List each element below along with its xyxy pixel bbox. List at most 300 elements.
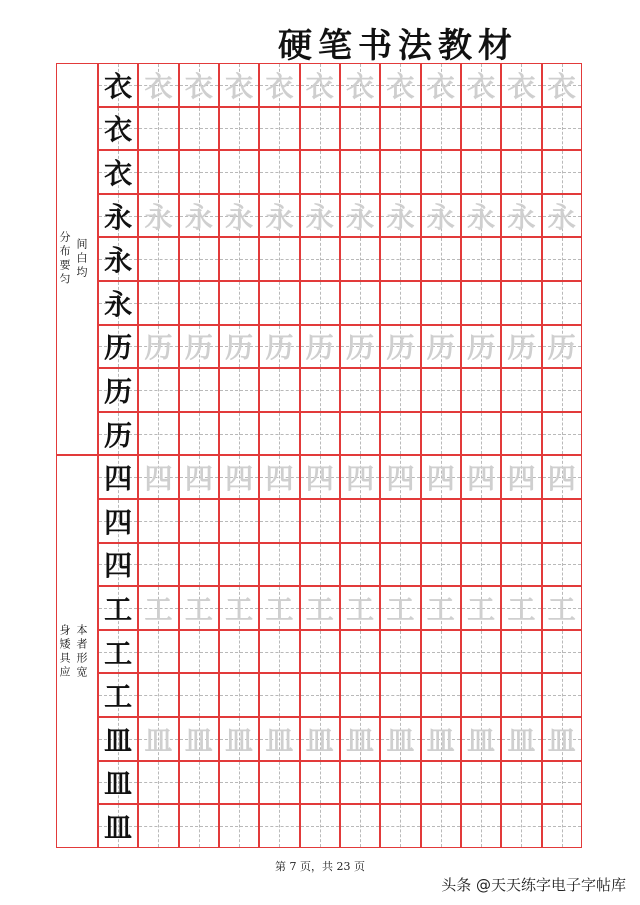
practice-cell [179,194,219,238]
practice-cell [542,368,582,412]
trace-character: 皿 [547,723,576,757]
practice-cell [421,673,461,717]
model-character: 永 [104,287,133,321]
practice-row [98,107,582,151]
practice-cell [138,63,178,107]
trace-character: 永 [144,200,173,234]
practice-cell [421,107,461,151]
practice-cell [421,499,461,543]
practice-cell [259,368,299,412]
practice-cell [501,63,541,107]
practice-cell [138,107,178,151]
practice-cell [542,586,582,630]
page-title: 硬笔书法教材 [278,26,518,66]
practice-cell [340,543,380,587]
model-cell [98,455,138,499]
trace-character: 衣 [265,69,294,103]
trace-character: 永 [547,200,576,234]
practice-cell [179,281,219,325]
practice-cell [380,586,420,630]
practice-cell [501,543,541,587]
practice-cell [219,194,259,238]
trace-character: 衣 [346,69,375,103]
practice-cell [340,761,380,805]
trace-character: 四 [184,462,213,496]
practice-cell [179,107,219,151]
practice-cell [421,717,461,761]
trace-character: 衣 [467,69,496,103]
practice-cell [138,586,178,630]
practice-cell [501,107,541,151]
practice-cell [380,543,420,587]
practice-cell [501,237,541,281]
practice-cell [259,412,299,456]
practice-cell [219,281,259,325]
practice-cell [179,368,219,412]
practice-cell [300,281,340,325]
practice-cell [300,63,340,107]
practice-row [98,325,582,369]
practice-cell [179,455,219,499]
practice-cell [259,194,299,238]
practice-cell [501,717,541,761]
trace-character: 四 [386,462,415,496]
practice-cell [542,673,582,717]
model-character: 皿 [104,810,133,844]
trace-character: 衣 [225,69,254,103]
trace-character: 皿 [225,723,254,757]
practice-cell [300,412,340,456]
practice-cell [259,804,299,848]
practice-row [98,281,582,325]
model-character: 工 [104,680,133,714]
practice-row [98,455,582,499]
model-cell [98,325,138,369]
practice-row [98,717,582,761]
practice-cell [340,804,380,848]
practice-cell [380,455,420,499]
practice-cell [461,717,501,761]
practice-cell [421,368,461,412]
practice-cell [300,543,340,587]
practice-cell [340,150,380,194]
practice-cell [138,150,178,194]
practice-cell [138,455,178,499]
practice-cell [421,586,461,630]
practice-cell [138,761,178,805]
practice-row [98,368,582,412]
practice-cell [501,455,541,499]
practice-row [98,150,582,194]
practice-cell [219,368,259,412]
trace-character: 皿 [386,723,415,757]
trace-character: 工 [507,592,536,626]
practice-cell [542,412,582,456]
model-cell [98,63,138,107]
trace-character: 衣 [305,69,334,103]
model-character: 衣 [104,113,133,147]
trace-character: 皿 [144,723,173,757]
practice-cell [421,281,461,325]
practice-cell [219,150,259,194]
trace-character: 历 [184,331,213,365]
section-label-2 [58,623,89,680]
trace-character: 工 [305,592,334,626]
trace-character: 四 [467,462,496,496]
practice-cell [380,368,420,412]
practice-cell [300,630,340,674]
model-character: 四 [104,462,133,496]
practice-cell [259,499,299,543]
practice-cell [501,325,541,369]
trace-character: 工 [144,592,173,626]
practice-cell [501,630,541,674]
practice-cell [421,412,461,456]
practice-cell [380,804,420,848]
practice-cell [138,194,178,238]
trace-character: 工 [184,592,213,626]
practice-cell [179,543,219,587]
practice-cell [421,630,461,674]
model-cell [98,543,138,587]
practice-cell [542,717,582,761]
practice-cell [340,237,380,281]
practice-cell [421,237,461,281]
practice-cell [380,630,420,674]
page-footer: 第 7 页，共 23 页 [275,860,365,873]
practice-cell [259,63,299,107]
model-cell [98,412,138,456]
practice-cell [380,237,420,281]
practice-cell [421,761,461,805]
practice-cell [138,543,178,587]
practice-cell [421,804,461,848]
practice-sheet [56,63,582,848]
trace-character: 工 [225,592,254,626]
trace-character: 永 [467,200,496,234]
model-character: 衣 [104,69,133,103]
practice-cell [300,368,340,412]
practice-cell [300,237,340,281]
trace-character: 永 [184,200,213,234]
trace-character: 永 [305,200,334,234]
trace-character: 历 [265,331,294,365]
trace-character: 衣 [184,69,213,103]
trace-character: 皿 [507,723,536,757]
model-cell [98,717,138,761]
trace-character: 永 [265,200,294,234]
practice-cell [380,412,420,456]
practice-cell [542,543,582,587]
practice-cell [501,281,541,325]
practice-cell [542,63,582,107]
model-cell [98,107,138,151]
trace-character: 永 [507,200,536,234]
trace-character: 皿 [305,723,334,757]
page-title-bar [0,18,640,66]
practice-cell [340,194,380,238]
practice-cell [300,107,340,151]
practice-cell [542,281,582,325]
practice-cell [179,673,219,717]
practice-cell [461,368,501,412]
practice-cell [461,194,501,238]
practice-cell [340,673,380,717]
practice-cell [340,717,380,761]
practice-row [98,804,582,848]
section-label-1 [58,231,89,288]
practice-cell [380,673,420,717]
model-character: 皿 [104,767,133,801]
practice-cell [340,455,380,499]
practice-cell [138,325,178,369]
trace-character: 衣 [426,69,455,103]
practice-grid [98,63,582,848]
practice-cell [179,717,219,761]
practice-cell [138,368,178,412]
trace-character: 工 [346,592,375,626]
trace-character: 历 [386,331,415,365]
practice-cell [138,237,178,281]
practice-cell [219,761,259,805]
trace-character: 历 [346,331,375,365]
section-label-1-col-1: 间白均 [75,238,88,281]
trace-character: 四 [144,462,173,496]
practice-cell [340,325,380,369]
trace-character: 工 [547,592,576,626]
practice-cell [340,586,380,630]
practice-cell [542,107,582,151]
practice-cell [300,325,340,369]
practice-cell [179,761,219,805]
trace-character: 永 [386,200,415,234]
practice-cell [501,150,541,194]
trace-character: 衣 [547,69,576,103]
practice-cell [138,499,178,543]
practice-cell [461,325,501,369]
practice-cell [300,804,340,848]
practice-cell [380,281,420,325]
model-character: 衣 [104,156,133,190]
practice-cell [300,586,340,630]
practice-cell [219,107,259,151]
practice-cell [219,325,259,369]
practice-cell [461,237,501,281]
practice-cell [340,499,380,543]
practice-cell [501,804,541,848]
practice-cell [300,455,340,499]
trace-character: 四 [426,462,455,496]
practice-cell [219,586,259,630]
practice-cell [501,499,541,543]
section-label-2-col-2: 身矮具应 [58,623,71,680]
model-character: 历 [104,418,133,452]
practice-cell [259,325,299,369]
trace-character: 皿 [426,723,455,757]
practice-cell [461,543,501,587]
practice-row [98,586,582,630]
model-cell [98,586,138,630]
practice-cell [138,673,178,717]
practice-cell [259,630,299,674]
practice-row [98,630,582,674]
trace-character: 四 [507,462,536,496]
practice-cell [461,630,501,674]
practice-cell [179,499,219,543]
practice-cell [259,761,299,805]
trace-character: 衣 [144,69,173,103]
trace-character: 历 [225,331,254,365]
practice-cell [542,761,582,805]
trace-character: 四 [225,462,254,496]
model-cell [98,237,138,281]
model-cell [98,499,138,543]
model-cell [98,761,138,805]
trace-character: 皿 [346,723,375,757]
trace-character: 衣 [386,69,415,103]
practice-cell [340,368,380,412]
trace-character: 历 [467,331,496,365]
practice-cell [461,63,501,107]
trace-character: 历 [547,331,576,365]
practice-cell [179,630,219,674]
practice-cell [219,455,259,499]
trace-character: 永 [225,200,254,234]
practice-cell [461,804,501,848]
practice-row [98,673,582,717]
practice-row [98,412,582,456]
practice-cell [380,499,420,543]
practice-cell [380,717,420,761]
model-character: 工 [104,636,133,670]
trace-character: 四 [265,462,294,496]
practice-cell [542,194,582,238]
practice-cell [542,325,582,369]
practice-cell [179,237,219,281]
practice-row [98,543,582,587]
practice-cell [300,150,340,194]
practice-cell [259,455,299,499]
practice-cell [501,586,541,630]
practice-cell [380,63,420,107]
practice-cell [461,673,501,717]
section-label-1-col-2: 分布要匀 [58,231,71,288]
trace-character: 四 [547,462,576,496]
model-character: 历 [104,331,133,365]
practice-cell [219,499,259,543]
model-cell [98,281,138,325]
practice-cell [461,150,501,194]
practice-cell [340,412,380,456]
model-character: 历 [104,374,133,408]
practice-cell [380,107,420,151]
model-cell [98,673,138,717]
practice-cell [259,673,299,717]
practice-cell [421,194,461,238]
practice-cell [179,586,219,630]
model-character: 四 [104,549,133,583]
practice-cell [138,717,178,761]
practice-cell [138,412,178,456]
trace-character: 四 [346,462,375,496]
practice-cell [542,630,582,674]
practice-row [98,237,582,281]
practice-cell [259,107,299,151]
practice-cell [300,761,340,805]
practice-cell [179,63,219,107]
trace-character: 皿 [467,723,496,757]
model-character: 永 [104,200,133,234]
practice-cell [461,455,501,499]
practice-cell [300,499,340,543]
practice-cell [461,499,501,543]
trace-character: 永 [426,200,455,234]
trace-character: 四 [305,462,334,496]
trace-character: 历 [305,331,334,365]
trace-character: 历 [426,331,455,365]
practice-cell [542,150,582,194]
practice-cell [380,150,420,194]
practice-cell [501,412,541,456]
model-character: 永 [104,244,133,278]
practice-row [98,63,582,107]
practice-cell [138,804,178,848]
practice-cell [340,281,380,325]
practice-cell [300,673,340,717]
practice-cell [340,630,380,674]
practice-cell [300,717,340,761]
practice-cell [219,630,259,674]
practice-cell [380,325,420,369]
model-character: 皿 [104,723,133,757]
practice-cell [259,586,299,630]
practice-cell [259,717,299,761]
practice-cell [219,412,259,456]
practice-cell [501,194,541,238]
trace-character: 工 [467,592,496,626]
practice-cell [542,804,582,848]
practice-cell [542,237,582,281]
practice-cell [501,368,541,412]
practice-cell [219,804,259,848]
practice-cell [380,761,420,805]
practice-cell [179,412,219,456]
practice-cell [421,63,461,107]
practice-cell [259,237,299,281]
model-cell [98,194,138,238]
practice-cell [421,543,461,587]
practice-cell [461,281,501,325]
model-character: 工 [104,592,133,626]
trace-character: 工 [426,592,455,626]
practice-cell [421,455,461,499]
practice-cell [300,194,340,238]
trace-character: 历 [144,331,173,365]
practice-cell [542,499,582,543]
practice-cell [138,281,178,325]
practice-cell [179,325,219,369]
watermark: 头条 @天天练字电子字帖库 [441,876,626,894]
section-label-2-col-1: 本者形宽 [75,623,88,680]
practice-row [98,761,582,805]
practice-cell [501,673,541,717]
practice-row [98,194,582,238]
model-cell [98,368,138,412]
practice-cell [461,107,501,151]
practice-cell [340,63,380,107]
model-cell [98,630,138,674]
practice-cell [219,543,259,587]
